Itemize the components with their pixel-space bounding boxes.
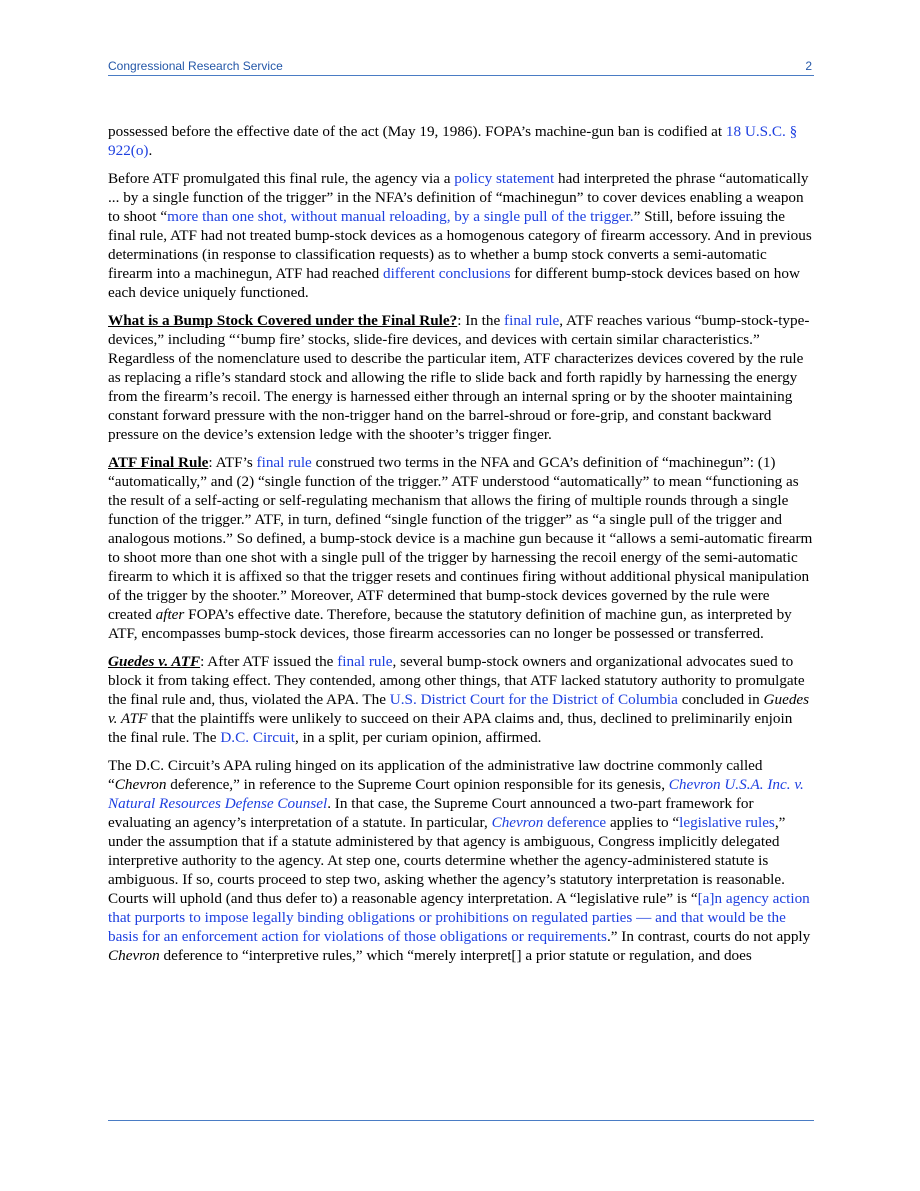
paragraph-fopa-ban: possessed before the effective date of the act (May 19, 1986). FOPA’s machine-gun ban is codified at 18 U.S.C. § 922(o).: [108, 123, 798, 159]
paragraph-atf-final-rule: ATF Final Rule: ATF’s final rule construed two terms in the NFA and GCA’s definition of “machinegun”: (1) “automatically,” and (2) “single function of the trigger.” ATF understood “automatically” to mean “functioning as the result of a self-acting or self-regulating mechanism that allows the firing of multiple rounds through a single function of the trigger.” ATF, in turn, defined “single function of the trigger” as “a single pull of the trigger and analogous motions.” So defined, a bump-stock device is a machine gun because it “allows a semi-automatic firearm to shoot more than one shot with a single pull of the trigger by harnessing the recoil energy of the semi-automatic firearm to which it is affixed so that the trigger resets and continues firing without additional physical manipulation of the trigger by the shooter.” Moreover, ATF determined that bump-stock devices governed by the rule were created after FOPA’s effective date. Therefore, because the statutory definition of machine gun, as interpreted by ATF, encompasses bump-stock devices, those firearm accessories can no longer be possessed or transferred.: [108, 454, 813, 642]
section-heading-atf-final-rule: ATF Final Rule: [108, 454, 209, 471]
paragraph-policy-statement: Before ATF promulgated this final rule, the agency via a policy statement had interpreted the phrase “automatically ... by a single function of the trigger” in the NFA’s definition of “machinegun” to cover devices enabling a weapon to shoot “more than one shot, without manual reloading, by a single pull of the trigger.” Still, before issuing the final rule, ATF had not treated bump-stock devices as a homogenous category of firearm accessory. And in previous determinations (in response to classification requests) as to whether a bump stock converts a semi-automatic firearm into a machinegun, ATF had reached different conclusions for different bump-stock devices based on how each device uniquely functioned.: [108, 170, 812, 301]
link-legislative-rules[interactable]: legislative rules: [679, 814, 775, 831]
link-chevron-case[interactable]: Chevron U.S.A. Inc. v. Natural Resources Defense Counsel: [108, 776, 804, 812]
link-policy-statement[interactable]: policy statement: [454, 170, 555, 187]
link-18-usc-922o[interactable]: 18 U.S.C. § 922(o): [108, 123, 798, 159]
link-chevron-deference[interactable]: Chevron deference: [491, 814, 607, 831]
footer-rule: [108, 1120, 814, 1121]
link-single-pull-quote[interactable]: more than one shot, without manual reloading, by a single pull of the trigger.: [167, 208, 634, 225]
page-number: 2: [805, 59, 812, 73]
paragraph-guedes: Guedes v. ATF: After ATF issued the final rule, several bump-stock owners and organizational advocates sued to block it from taking effect. They contended, among other things, that ATF lacked statutory authority to promulgate the final rule and, thus, violated the APA. The U.S. District Court for the District of Columbia concluded in Guedes v. ATF that the plaintiffs were unlikely to succeed on their APA claims and, thus, declined to preliminarily enjoin the final rule. The D.C. Circuit, in a split, per curiam opinion, affirmed.: [108, 653, 810, 746]
link-final-rule[interactable]: final rule: [337, 653, 393, 670]
link-different-conclusions[interactable]: different conclusions: [382, 265, 511, 282]
link-final-rule[interactable]: final rule: [504, 312, 560, 329]
link-dc-circuit[interactable]: D.C. Circuit: [220, 729, 295, 746]
document-body: [108, 122, 814, 974]
link-legislative-rule-definition[interactable]: [a]n agency action that purports to impose legally binding obligations or prohibitions on regulated parties — and that would be the basis for an enforcement action for violations of those obligations or requirements: [108, 890, 810, 945]
header-source: Congressional Research Service: [108, 59, 283, 73]
paragraph-chevron-deference: The D.C. Circuit’s APA ruling hinged on its application of the administrative law doctrine commonly called “Chevron deference,” in reference to the Supreme Court opinion responsible for its genesis, Chevron U.S.A. Inc. v. Natural Resources Defense Counsel. In that case, the Supreme Court announced a two-part framework for evaluating an agency’s interpretation of a statute. In particular, Chevron deference applies to “legislative rules,” under the assumption that if a statute administered by that agency is ambiguous, Congress implicitly delegated interpretive authority to the agency. At step one, courts determine whether the agency-administered statute is ambiguous. If so, courts proceed to step two, asking whether the agency’s statutory interpretation is reasonable. Courts will uphold (and thus defer to) a reasonable agency interpretation. A “legislative rule” is “[a]n agency action that purports to impose legally binding obligations or prohibitions on regulated parties — and that would be the basis for an enforcement action for violations of those obligations or requirements.” In contrast, courts do not apply Chevron deference to “interpretive rules,” which “merely interpret[] a prior statute or regulation, and does: [108, 757, 811, 964]
section-heading-guedes: Guedes v. ATF: [108, 653, 201, 670]
link-final-rule[interactable]: final rule: [256, 454, 312, 471]
link-district-court-dc[interactable]: U.S. District Court for the District of Columbia: [389, 691, 678, 708]
page-header: [108, 57, 814, 75]
section-heading-bump-stock: What is a Bump Stock Covered under the Final Rule?: [108, 312, 458, 329]
header-rule: [108, 75, 814, 76]
paragraph-bump-stock-definition: What is a Bump Stock Covered under the Final Rule?: In the final rule, ATF reaches various “bump-stock-type-devices,” including “‘bump fire’ stocks, slide-fire devices, and devices with certain similar characteristics.” Regardless of the nomenclature used to describe the particular item, ATF characterizes devices covered by the rule as replacing a rifle’s standard stock and allowing the rifle to slide back and forth rapidly by harnessing the energy from the firearm’s recoil. The energy is harnessed either through an internal spring or by the shooter maintaining constant forward pressure with the non-trigger hand on the barrel-shroud or fore-grip, and constant backward pressure on the device’s extension ledge with the shooter’s trigger finger.: [108, 312, 810, 443]
